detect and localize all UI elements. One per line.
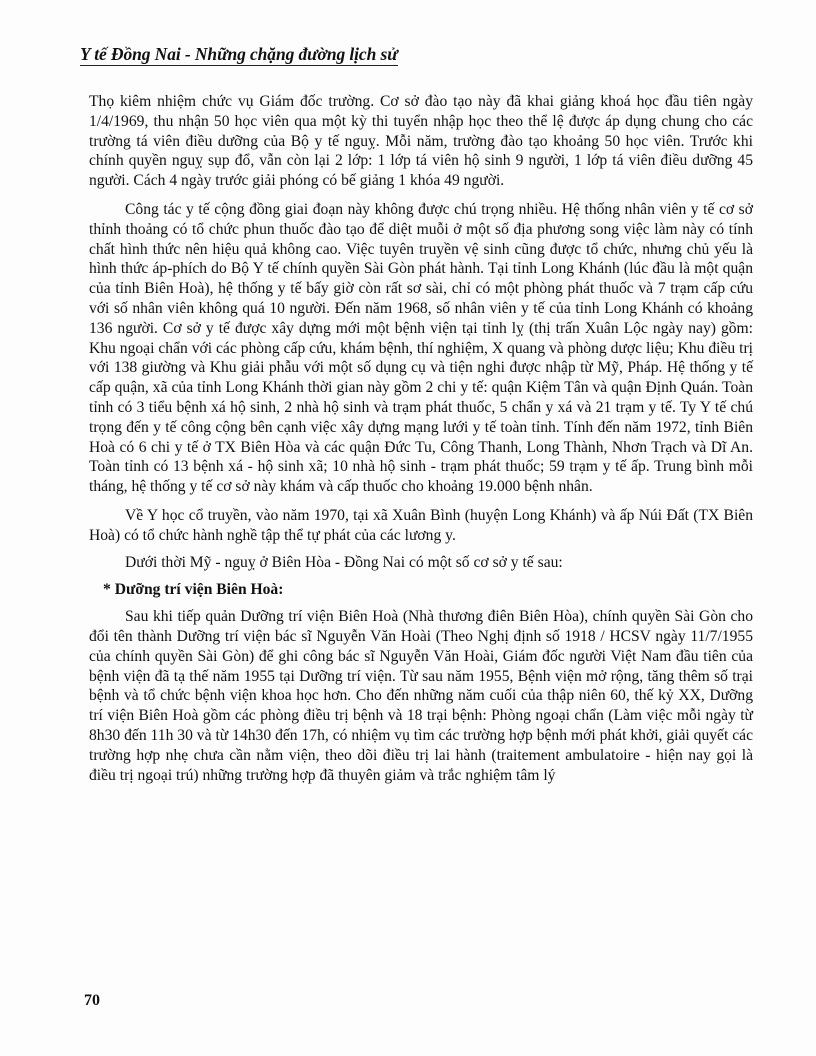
body-text: [89, 92, 753, 785]
paragraph-traditional-medicine: Về Y học cổ truyền, vào năm 1970, tại xã Xuân Bình (huyện Long Khánh) và ấp Núi Đất (TX Biên Hoà) có tổ chức hành nghề tập thể tự phát của các lương y.: [89, 506, 753, 544]
paragraph-public-health: Công tác y tế cộng đồng giai đoạn này không được chú trọng nhiều. Hệ thống nhân viên y tế cơ sở thỉnh thoảng có tổ chức phun thuốc đào tạo để diệt muỗi ở một số địa phương song việc làm này có tính chất hình thức nên hiệu quả không cao. Việc tuyên truyền vệ sinh cũng được tổ chức, nhưng chủ yếu là hình thức áp-phích do Bộ Y tế chính quyền Sài Gòn phát hành. Tại tỉnh Long Khánh (lúc đầu là một quận của tỉnh Biên Hoà), hệ thống y tế bấy giờ còn rất sơ sài, chỉ có một phòng phát thuốc và 7 trạm cấp cứu với số nhân viên không quá 10 người. Đến năm 1968, số nhân viên y tế của tỉnh Long Khánh có khoảng 136 người. Cơ sở y tế được xây dựng mới một bệnh viện tại tỉnh lỵ (thị trấn Xuân Lộc ngày nay) gồm: Khu ngoại chẩn với các phòng cấp cứu, khám bệnh, thí nghiệm, X quang và phòng dược liệu; Khu điều trị với 138 giường và Khu giải phẫu với một số dụng cụ và tiện nghi được nhập từ Mỹ, Pháp. Hệ thống y tế cấp quận, xã của tỉnh Long Khánh thời gian này gồm 2 chi y tế: quận Kiệm Tân và quận Định Quán. Toàn tỉnh có 3 tiểu bệnh xá hộ sinh, 2 nhà hộ sinh và trạm phát thuốc, 5 chẩn y xá và 21 trạm y tế. Ty Y tế chú trọng đến y tế công cộng bên cạnh việc xây dựng mạng lưới y tế toàn tỉnh. Tính đến năm 1972, tỉnh Biên Hoà có 6 chi y tế ở TX Biên Hòa và các quận Đức Tu, Công Thanh, Long Thành, Nhơn Trạch và Dĩ An. Toàn tỉnh có 13 bệnh xá - hộ sinh xã; 10 nhà hộ sinh - trạm phát thuốc; 59 trạm y tế ấp. Trung bình mỗi tháng, hệ thống y tế cơ sở này khám và cấp thuốc cho khoảng 19.000 bệnh nhân.: [89, 200, 753, 496]
page-number: 70: [84, 992, 100, 1009]
paragraph-continuation: Thọ kiêm nhiệm chức vụ Giám đốc trường. Cơ sở đào tạo này đã khai giảng khoá học đầu tiên ngày 1/4/1969, thu nhận 50 học viên qua một kỳ thi tuyển nhập học theo thể lệ được áp dụng chung cho các trường tá viên điều dưỡng của Bộ y tế nguỵ. Mỗi năm, trường đào tạo khoảng 50 học viên. Trước khi chính quyền nguỵ sụp đổ, vẫn còn lại 2 lớp: 1 lớp tá viên hộ sinh 9 người, 1 lớp tá viên điều dưỡng 45 người. Cách 4 ngày trước giải phóng có bế giảng 1 khóa 49 người.: [89, 93, 753, 190]
paragraph-facilities-intro: Dưới thời Mỹ - nguỵ ở Biên Hòa - Đồng Nai có một số cơ sở y tế sau:: [125, 553, 563, 571]
section-heading: * Dưỡng trí viện Biên Hoà:: [103, 581, 284, 599]
paragraph-psychiatric-hospital: Sau khi tiếp quản Dưỡng trí viện Biên Hoà (Nhà thương điên Biên Hòa), chính quyền Sài Gòn cho đổi tên thành Dưỡng trí viện bác sĩ Nguyễn Văn Hoài (Theo Nghị định số 1918 / HCSV ngày 11/7/1955 của chính quyền Sài Gòn) để ghi công bác sĩ Nguyễn Văn Hoài, Giám đốc người Việt Nam đầu tiên của bệnh viện đã tạ thế năm 1955 tại Dưỡng trí viện. Từ sau năm 1955, Bệnh viện mở rộng, tăng thêm số trại bệnh và tổ chức bệnh viện khoa học hơn. Cho đến những năm cuối của thập niên 60, thế kỷ XX, Dưỡng trí viện Biên Hoà gồm các phòng điều trị bệnh và 18 trại bệnh: Phòng ngoại chẩn (Làm việc mỗi ngày từ 8h30 đến 11h 30 và từ 14h30 đến 17h, có nhiệm vụ tìm các trường hợp bệnh mới phát khởi, giải quyết các trường hợp nhẹ chưa cần nằm viện, theo dõi điều trị lai hành (traitement ambulatoire - hiện nay gọi là điều trị ngoại trú) những trường hợp đã thuyên giảm và trắc nghiệm tâm lý: [89, 608, 753, 784]
running-header: Y tế Đồng Nai - Những chặng đường lịch sử: [80, 44, 398, 64]
